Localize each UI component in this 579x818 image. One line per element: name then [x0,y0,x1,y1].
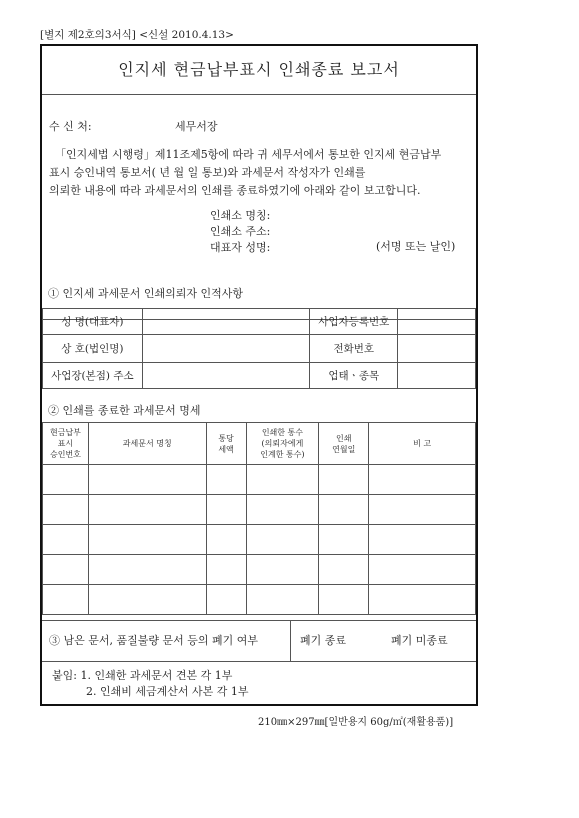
phone-field[interactable] [398,335,476,363]
col-approval-number: 현금납부 표시 승인번호 [43,423,89,465]
attachments-list [52,668,249,700]
disposal-question: ③ 남은 문서, 품질불량 문서 등의 폐기 여부 [49,634,258,647]
table-row [43,525,476,555]
paper-spec-footer: 210㎜×297㎜[일반용지 60g/㎡(재활용품)] [258,717,454,728]
signature-note: (서명 또는 날인) [376,240,456,253]
phone-label: 전화번호 [310,335,398,363]
address-label: 사업장(본점) 주소 [43,363,143,389]
col-copies-printed: 인쇄한 통수 (의뢰자에게 인계한 통수) [246,423,319,465]
recipient-label: 수 신 처: [49,120,92,133]
company-field[interactable] [142,335,310,363]
print-shop-name-label: 인쇄소 명칭: [210,209,271,222]
disposal-status-section [42,620,476,662]
attachment-item: 2. 인쇄비 세금계산서 사본 각 1부 [86,685,249,698]
body-line: 의뢰한 내용에 따라 과세문서의 인쇄를 종료하였기에 아래와 같이 보고합니다. [49,184,421,197]
signature-block [210,208,270,256]
requester-info-table [42,308,476,389]
col-print-date: 인쇄 연월일 [319,423,369,465]
col-document-name: 과세문서 명칭 [88,423,206,465]
attachment-item: 붙임: 1. 인쇄한 과세문서 견본 각 1부 [52,669,233,682]
report-form [40,44,478,706]
divider [290,621,291,661]
body-line: 「인지세법 시행령」제11조제5항에 따라 귀 세무서에서 통보한 인지세 현금납부 [55,148,442,161]
name-field[interactable] [142,309,310,335]
print-shop-address-label: 인쇄소 주소: [210,225,271,238]
company-label: 상 호(법인명) [43,335,143,363]
col-tax-per-copy: 통당 세액 [206,423,246,465]
body-line: 표시 승인내역 통보서( 년 월 일 통보)와 과세문서 작성자가 인쇄를 [49,166,366,179]
biz-reg-no-field[interactable] [398,309,476,335]
biz-type-label: 업태ㆍ종목 [310,363,398,389]
biz-type-field[interactable] [398,363,476,389]
biz-reg-no-label: 사업자등록번호 [310,309,398,335]
table-row [43,555,476,585]
report-body-text [49,146,473,200]
table-row [43,495,476,525]
form-number-note: [별지 제2호의3서식] <신설 2010.4.13> [40,29,234,41]
table-row [43,465,476,495]
section1-heading: ① 인지세 과세문서 인쇄의뢰자 인적사항 [48,287,244,300]
col-remarks: 비 고 [369,423,476,465]
representative-name-label: 대표자 성명: [210,241,271,254]
name-label: 성 명(대표자) [43,309,143,335]
disposal-incomplete-option[interactable]: 폐기 미종료 [391,634,448,647]
disposal-complete-option[interactable]: 폐기 종료 [300,634,347,647]
printed-documents-table [42,422,476,615]
table-row [43,585,476,615]
section2-heading: ② 인쇄를 종료한 과세문서 명세 [48,404,201,417]
address-field[interactable] [142,363,310,389]
page-title: 인지세 현금납부표시 인쇄종료 보고서 [42,46,476,95]
recipient-value: 세무서장 [175,120,218,133]
